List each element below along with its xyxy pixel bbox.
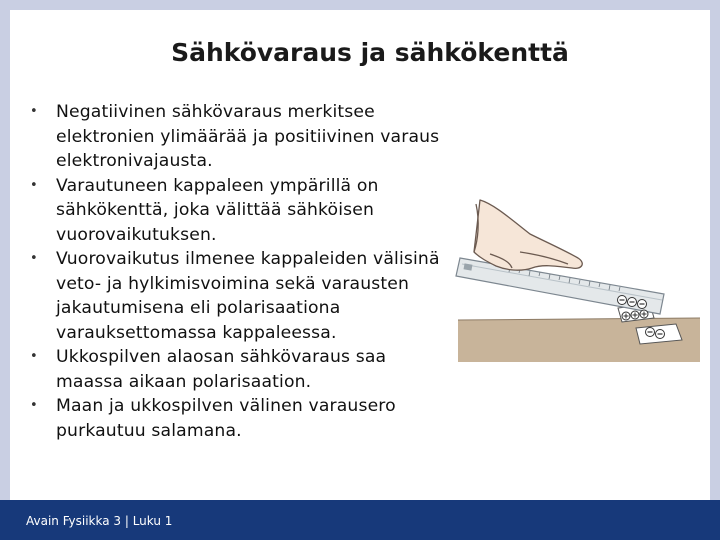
bullet-text: Vuorovaikutus ilmenee kappaleiden välisinä veto- ja hylkimisvoimina sekä varausten jakautumisena eli polarisaationa varauksettomassa kappaleessa.: [56, 249, 440, 343]
hand-icon: [474, 200, 582, 270]
bullet-item: [24, 394, 444, 443]
bullet-text: Maan ja ukkospilven välinen varausero purkautuu salamana.: [56, 396, 396, 441]
bullet-text: Negatiivinen sähkövaraus merkitsee elektronien ylimäärää ja positiivinen varaus elektronivajausta.: [56, 102, 440, 171]
bullet-item: [24, 174, 444, 248]
bullet-item: [24, 100, 444, 174]
bullet-item: [24, 345, 444, 394]
footer-text: Avain Fysiikka 3 | Luku 1: [26, 514, 173, 528]
bullet-text: Ukkospilven alaosan sähkövaraus saa maassa aikaan polarisaation.: [56, 347, 387, 392]
bullet-item: [24, 247, 444, 345]
bullet-dot-icon: •: [30, 398, 38, 413]
bullet-dot-icon: •: [30, 104, 38, 119]
bullet-list: [24, 100, 444, 443]
footer-bar: [0, 500, 720, 540]
bullet-dot-icon: •: [30, 349, 38, 364]
slide-title: Sähkövaraus ja sähkökenttä: [171, 38, 569, 67]
bullet-text: Varautuneen kappaleen ympärillä on sähkökenttä, joka välittää sähköisen vuorovaikutuksen.: [56, 175, 379, 245]
charged-ruler-illustration: [450, 192, 700, 362]
bullet-dot-icon: •: [30, 177, 38, 193]
bullet-dot-icon: •: [30, 251, 38, 266]
